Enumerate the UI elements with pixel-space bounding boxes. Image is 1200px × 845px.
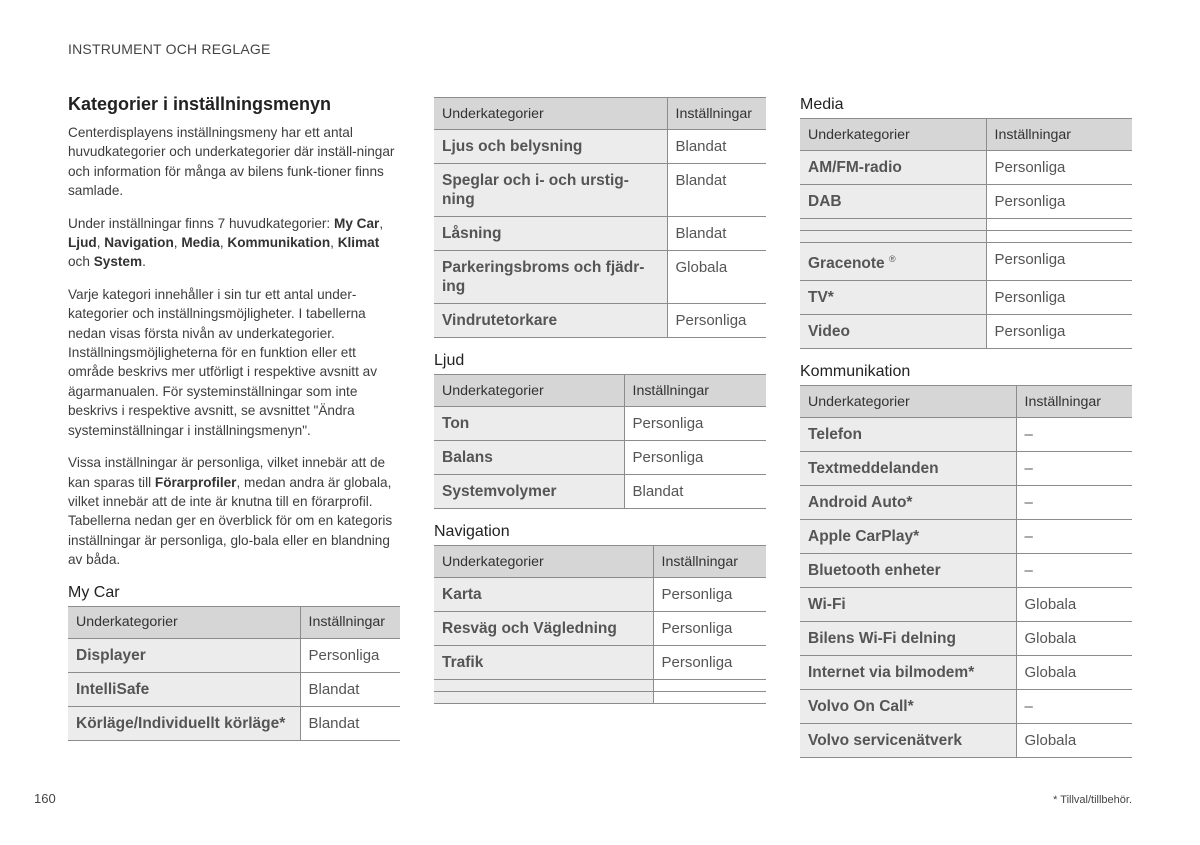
table-row <box>800 588 1132 622</box>
setting-cell: Blandat <box>624 475 766 509</box>
subcategory-cell: TV* <box>800 281 986 315</box>
intro-paragraph-1: Centerdisplayens inställningsmeny har ett antal huvudkategorier och underkategorier där inställ-ningar och information för många av bilens funk-tioner finns samlade. <box>68 125 395 199</box>
setting-cell: Personliga <box>986 315 1132 349</box>
group-title-mycar: My Car <box>68 583 120 601</box>
subcategory-cell: Internet via bilmodem* <box>800 656 1016 690</box>
driver-profiles-term: Förarprofiler <box>154 474 237 490</box>
empty-row <box>800 231 1132 243</box>
setting-cell: – <box>1016 520 1132 554</box>
subcategory-cell: IntelliSafe <box>68 672 300 706</box>
table-row <box>800 281 1132 315</box>
subcategory-cell: Volvo servicenätverk <box>800 724 1016 758</box>
empty-row <box>434 692 766 704</box>
column-header-settings: Inställningar <box>300 606 400 638</box>
separator: , <box>219 235 228 251</box>
separator: , <box>96 235 105 251</box>
setting-cell: Globala <box>1016 588 1132 622</box>
subcategory-cell: Textmeddelanden <box>800 452 1016 486</box>
subcategory-cell: Bluetooth enheter <box>800 554 1016 588</box>
table-row <box>800 486 1132 520</box>
categories-lead: Under inställningar finns 7 huvudkategorier: <box>68 215 334 231</box>
empty-cell <box>434 692 653 704</box>
table-row <box>800 151 1132 185</box>
column-header-subcategories: Underkategorier <box>434 98 667 130</box>
profiles-rest: , medan andra är globala, vilket innebär att de inte är knutna till en förarprofil. Tabellerna nedan ger en överblick för om en kategoris inställningar är personliga, glo-bala eller en blandning av båda. <box>68 474 393 568</box>
table-row <box>800 185 1132 219</box>
table-row <box>434 164 766 217</box>
setting-cell: – <box>1016 486 1132 520</box>
table-row <box>434 578 766 612</box>
setting-cell: Blandat <box>667 164 766 217</box>
column-header-subcategories: Underkategorier <box>800 386 1016 418</box>
setting-cell: Personliga <box>986 185 1132 219</box>
category-klimat: Klimat <box>337 235 380 251</box>
setting-cell: Personliga <box>300 638 400 672</box>
empty-cell <box>653 680 766 692</box>
table-row <box>434 304 766 338</box>
column-intro <box>68 94 400 741</box>
section-title: Kategorier i inställningsmenyn <box>68 94 332 114</box>
subcategory-cell: Android Auto* <box>800 486 1016 520</box>
column-header-subcategories: Underkategorier <box>434 375 624 407</box>
intro-paragraph-2 <box>68 214 400 272</box>
group-title-media: Media <box>800 96 844 113</box>
setting-cell: Globala <box>1016 656 1132 690</box>
subcategory-cell: Parkeringsbroms och fjädr-ing <box>434 251 667 304</box>
separator: , <box>173 235 182 251</box>
subcategory-cell: Wi-Fi <box>800 588 1016 622</box>
subcategory-cell: Resväg och Vägledning <box>434 612 653 646</box>
page-number: 160 <box>34 791 56 806</box>
column-header-subcategories: Underkategorier <box>68 606 300 638</box>
setting-cell: Globala <box>1016 622 1132 656</box>
group-title-kommunikation: Kommunikation <box>800 363 911 381</box>
empty-row <box>800 219 1132 231</box>
empty-cell <box>800 219 986 231</box>
column-header-settings: Inställningar <box>1016 386 1132 418</box>
subcategory-cell: Systemvolymer <box>434 475 624 509</box>
table-row <box>434 217 766 251</box>
setting-cell: Personliga <box>624 407 766 441</box>
table-mycar-continued <box>434 97 766 338</box>
table-kommunikation <box>800 385 1132 758</box>
setting-cell: Personliga <box>986 243 1132 281</box>
table-row <box>800 315 1132 349</box>
subcategory-cell: Bilens Wi-Fi delning <box>800 622 1016 656</box>
table-row <box>800 452 1132 486</box>
table-row <box>800 554 1132 588</box>
subcategory-cell: Trafik <box>434 646 653 680</box>
table-row <box>800 656 1132 690</box>
column-header-settings: Inställningar <box>986 119 1132 151</box>
group-title-ljud: Ljud <box>434 352 465 369</box>
footnote: * Tillval/tillbehör. <box>1053 794 1132 806</box>
setting-cell: – <box>1016 554 1132 588</box>
column-right <box>800 96 1132 758</box>
setting-cell: Blandat <box>667 130 766 164</box>
empty-cell <box>800 231 986 243</box>
subcategory-cell: Karta <box>434 578 653 612</box>
category-ljud: Ljud <box>68 235 97 251</box>
table-row <box>68 672 400 706</box>
category-system: System <box>93 254 143 270</box>
table-mycar <box>68 606 400 741</box>
column-header-subcategories: Underkategorier <box>434 546 653 578</box>
table-row <box>800 724 1132 758</box>
registered-mark: ® <box>888 254 896 264</box>
table-ljud <box>434 374 766 509</box>
empty-cell <box>653 692 766 704</box>
intro-paragraph-3: Varje kategori innehåller i sin tur ett antal under-kategorier och inställningsmöjligheter. I tabellerna nedan visas första nivån av underkategorier. Inställningsmöjligheterna för en funktion eller ett område beskrivs mer utförligt i respektive avsnitt av ägarmanualen. För systeminställningar som inte beskrivs i respektive avsnitt, se avsnittet "Ändra systeminställningar i inställningsmenyn". <box>68 286 377 438</box>
setting-cell: Blandat <box>667 217 766 251</box>
profiles-lead: Vissa inställningar är personliga, vilket innebär att de kan sparas till <box>68 455 386 490</box>
empty-cell <box>986 231 1132 243</box>
column-header-settings: Inställningar <box>624 375 766 407</box>
table-media <box>800 118 1132 349</box>
table-row <box>434 251 766 304</box>
subcategory-cell: Låsning <box>434 217 667 251</box>
category-media: Media <box>181 235 220 251</box>
subcategory-cell: Vindrutetorkare <box>434 304 667 338</box>
category-navigation: Navigation <box>104 235 174 251</box>
subcategory-cell: Ton <box>434 407 624 441</box>
table-row <box>434 407 766 441</box>
setting-cell: Personliga <box>986 281 1132 315</box>
table-row <box>434 612 766 646</box>
setting-cell: Personliga <box>653 646 766 680</box>
setting-cell: – <box>1016 418 1132 452</box>
table-row <box>800 418 1132 452</box>
setting-cell: Blandat <box>300 672 400 706</box>
table-row <box>800 243 1132 281</box>
column-header-settings: Inställningar <box>653 546 766 578</box>
subcategory-cell: Körläge/Individuellt körläge* <box>68 706 300 740</box>
subcategory-cell: Telefon <box>800 418 1016 452</box>
table-row <box>434 475 766 509</box>
running-header: INSTRUMENT OCH REGLAGE <box>68 41 271 57</box>
empty-cell <box>986 219 1132 231</box>
setting-cell: Blandat <box>300 706 400 740</box>
subcategory-cell: Video <box>800 315 986 349</box>
setting-cell: Personliga <box>624 441 766 475</box>
table-row <box>434 130 766 164</box>
column-middle <box>434 97 766 704</box>
setting-cell: Personliga <box>667 304 766 338</box>
table-row <box>434 441 766 475</box>
subcategory-cell: Apple CarPlay* <box>800 520 1016 554</box>
empty-row <box>434 680 766 692</box>
separator: och <box>68 254 94 270</box>
separator: , <box>379 215 384 231</box>
subcategory-cell: Volvo On Call* <box>800 690 1016 724</box>
category-mycar: My Car <box>334 215 380 231</box>
setting-cell: Personliga <box>653 578 766 612</box>
subcategory-cell: AM/FM-radio <box>800 151 986 185</box>
table-row <box>800 690 1132 724</box>
subcategory-cell <box>800 243 986 281</box>
gracenote-label: Gracenote <box>808 255 885 273</box>
table-row <box>800 622 1132 656</box>
table-row <box>68 706 400 740</box>
subcategory-cell: Speglar och i- och urstig-ning <box>434 164 667 217</box>
column-header-settings: Inställningar <box>667 98 766 130</box>
subcategory-cell: Ljus och belysning <box>434 130 667 164</box>
column-header-subcategories: Underkategorier <box>800 119 986 151</box>
subcategory-cell: DAB <box>800 185 986 219</box>
intro-paragraph-4 <box>68 453 400 569</box>
table-row <box>68 638 400 672</box>
separator: . <box>142 254 146 270</box>
subcategory-cell: Balans <box>434 441 624 475</box>
empty-cell <box>434 680 653 692</box>
group-title-navigation: Navigation <box>434 523 510 540</box>
table-row <box>800 520 1132 554</box>
subcategory-cell: Displayer <box>68 638 300 672</box>
category-kommunikation: Kommunikation <box>227 235 331 251</box>
table-navigation <box>434 545 766 704</box>
setting-cell: Globala <box>1016 724 1132 758</box>
setting-cell: – <box>1016 452 1132 486</box>
setting-cell: – <box>1016 690 1132 724</box>
table-row <box>434 646 766 680</box>
setting-cell: Globala <box>667 251 766 304</box>
setting-cell: Personliga <box>986 151 1132 185</box>
separator: , <box>330 235 338 251</box>
setting-cell: Personliga <box>653 612 766 646</box>
